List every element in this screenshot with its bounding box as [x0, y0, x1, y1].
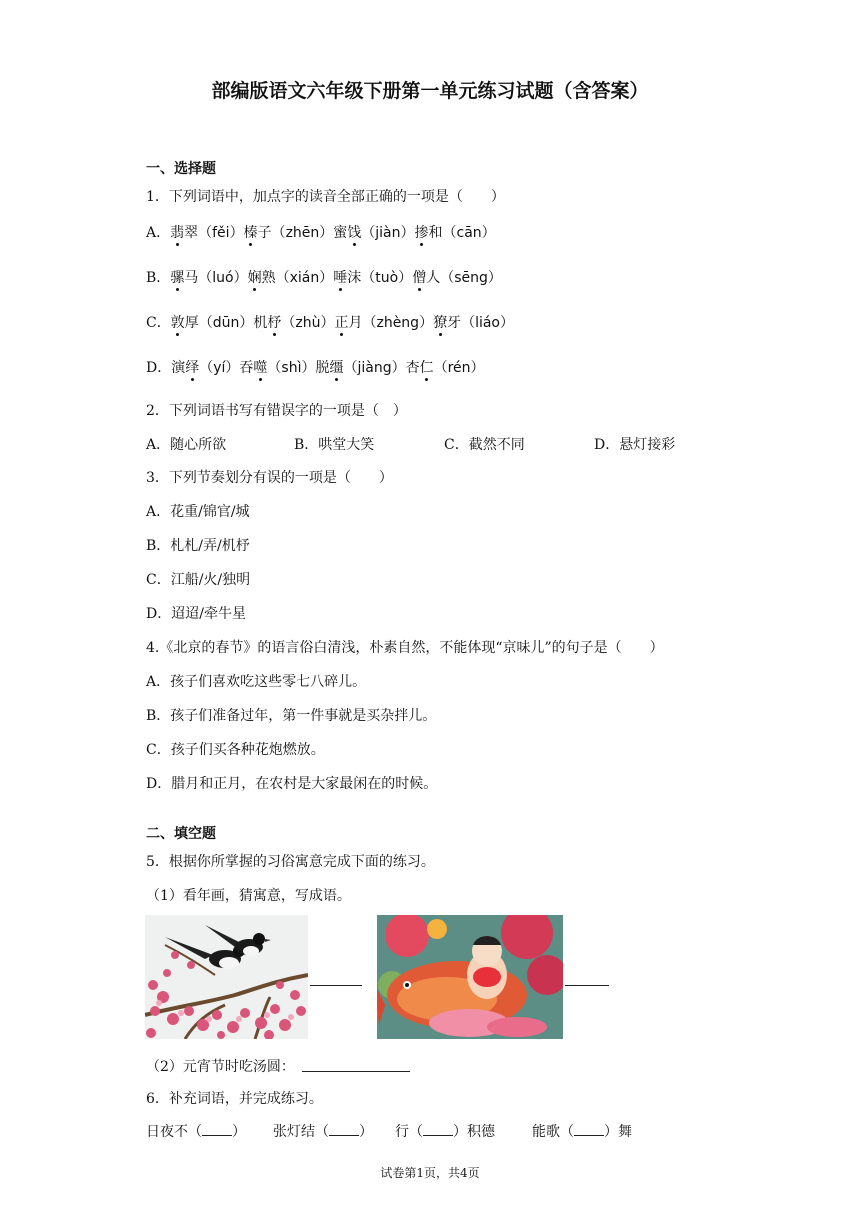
question-5-part-2: （2）元宵节时吃汤圆： [146, 1059, 295, 1075]
question-2-option-a: A．随心所欲 [146, 437, 227, 453]
child-carp-painting [377, 915, 563, 1039]
answer-blank-1[interactable] [310, 985, 362, 986]
magpie-plum-illustration [145, 915, 308, 1039]
question-4-option-d: D．腊月和正月，在农村是大家最闲在的时候。 [146, 776, 438, 792]
question-2-option-d: D．悬灯接彩 [594, 437, 676, 453]
section-heading-choice: 一、选择题 [146, 161, 216, 177]
question-4-option-a: A．孩子们喜欢吃这些零七八碎儿。 [146, 674, 367, 690]
section-heading-fill: 二、填空题 [146, 826, 216, 842]
question-4-option-c: C．孩子们买各种花炮燃放。 [146, 742, 325, 758]
idiom-1: 日夜不（ ） [146, 1124, 246, 1140]
magpie-plum-painting [145, 915, 308, 1039]
page-title: 部编版语文六年级下册第一单元练习试题（含答案） [211, 80, 649, 102]
question-5-stem: 5．根据你所掌握的习俗寓意完成下面的练习。 [146, 854, 435, 870]
question-4-option-b: B．孩子们准备过年，第一件事就是买杂拌儿。 [146, 708, 437, 724]
question-1-option-a: A．翡翠（fěi）榛子（zhēn）蜜饯（jiàn）掺和（cān） [146, 222, 496, 242]
question-2-option-b: B．哄堂大笑 [294, 437, 375, 453]
idiom-2-blank[interactable] [329, 1135, 359, 1136]
page-footer: 试卷第1页，共4页 [380, 1166, 480, 1180]
question-3-option-c: C．江船/火/独明 [146, 572, 251, 588]
question-3-stem: 3．下列节奏划分有误的一项是（ ） [146, 470, 393, 486]
idiom-1-blank[interactable] [202, 1135, 232, 1136]
question-1-option-d: D．演绎（yí）吞噬（shì）脱缰（jiàng）杏仁（rén） [146, 357, 485, 377]
question-3-option-d: D．迢迢/牵牛星 [146, 606, 246, 622]
question-2-option-c: C．截然不同 [444, 437, 525, 453]
idiom-4-blank[interactable] [574, 1135, 604, 1136]
idiom-3: 行（ ）积德 [395, 1124, 495, 1140]
question-1-option-c: C．敦厚（dūn）机杼（zhù）正月（zhèng）獠牙（liáo） [146, 312, 514, 332]
question-4-stem: 4.《北京的春节》的语言俗白清浅，朴素自然，不能体现“京味儿”的句子是（ ） [146, 640, 664, 656]
question-2-stem: 2．下列词语书写有错误字的一项是（ ） [146, 403, 407, 419]
question-1-stem: 1．下列词语中，加点字的读音全部正确的一项是（ ） [146, 189, 505, 205]
question-3-option-a: A．花重/锦官/城 [146, 504, 250, 520]
idiom-3-blank[interactable] [423, 1135, 453, 1136]
answer-blank-2[interactable] [565, 985, 609, 986]
child-carp-illustration [377, 915, 563, 1039]
question-3-option-b: B．札札/弄/机杼 [146, 538, 250, 554]
answer-blank-3[interactable] [302, 1071, 410, 1072]
idiom-2: 张灯结（ ） [273, 1124, 373, 1140]
question-6-stem: 6．补充词语，并完成练习。 [146, 1091, 323, 1107]
question-1-option-b: B．骡马（luó）娴熟（xián）唾沫（tuò）僧人（sēng） [146, 267, 502, 287]
question-5-part-1: （1）看年画，猜寓意，写成语。 [146, 888, 351, 904]
idiom-4: 能歌（ ）舞 [532, 1124, 632, 1140]
